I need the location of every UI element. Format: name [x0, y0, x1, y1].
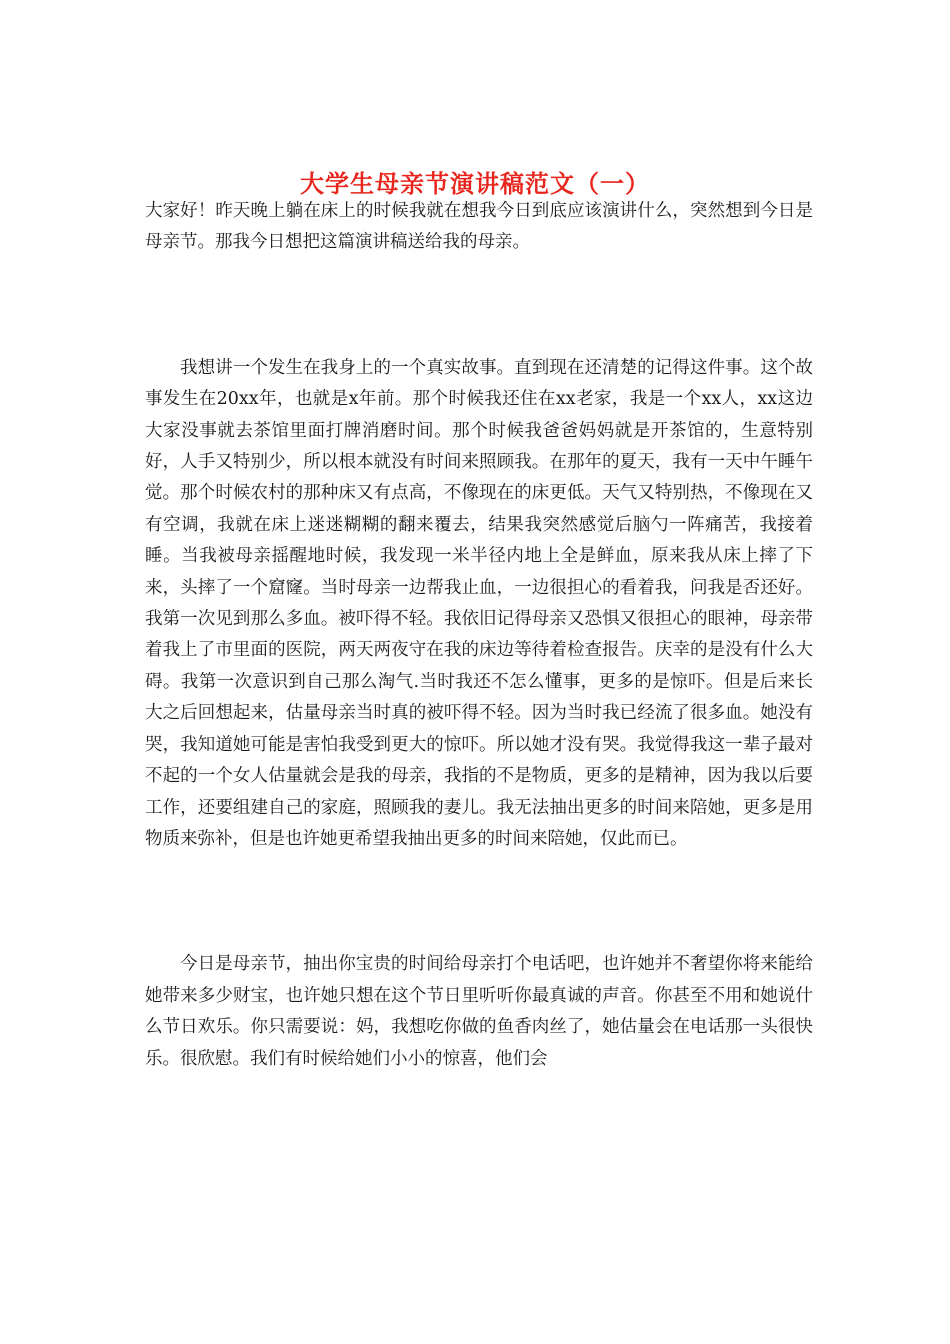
- paragraph-greeting: 大家好！昨天晚上躺在床上的时候我就在想我今日到底应该演讲什么，突然想到今日是母亲节。那我今日想把这篇演讲稿送给我的母亲。: [145, 201, 813, 253]
- paragraph-story: 我想讲一个发生在我身上的一个真实故事。直到现在还清楚的记得这件事。这个故事发生在20xx年，也就是x年前。那个时候我还住在xx老家，我是一个xx人，xx这边大家没事就去茶馆里面打牌消磨时间。那个时候我爸爸妈妈就是开茶馆的，生意特别好，人手又特别少，所以根本就没有时间来照顾我。在那年的夏天，我有一天中午睡午觉。那个时候农村的那种床又有点高，不像现在的床更低。天气又特别热，不像现在又有空调，我就在床上迷迷糊糊的翻来覆去，结果我突然感觉后脑勺一阵痛苦，我接着睡。当我被母亲摇醒地时候，我发现一米半径内地上全是鲜血，原来我从床上摔了下来，头摔了一个窟窿。当时母亲一边帮我止血，一边很担心的看着我，问我是否还好。我第一次见到那么多血。被吓得不轻。我依旧记得母亲又恐惧又很担心的眼神，母亲带着我上了市里面的医院，两天两夜守在我的床边等待着检查报告。庆幸的是没有什么大碍。我第一次意识到自己那么淘气.当时我还不怎么懂事，更多的是惊吓。但是后来长大之后回想起来，估量母亲当时真的被吓得不轻。因为当时我已经流了很多血。她没有哭，我知道她可能是害怕我受到更大的惊吓。所以她才没有哭。我觉得我这一辈子最对不起的一个女人估量就会是我的母亲，我指的不是物质，更多的是精神，因为我以后要工作，还要组建自己的家庭，照顾我的妻儿。我无法抽出更多的时间来陪她，更多是用物质来弥补，但是也许她更希望我抽出更多的时间来陪她，仅此而已。: [145, 357, 813, 849]
- document-title: 大学生母亲节演讲稿范文（一）: [300, 169, 650, 199]
- document-body: [145, 196, 813, 1075]
- paragraph-call-mother: 今日是母亲节，抽出你宝贵的时间给母亲打个电话吧，也许她并不奢望你将来能给她带来多少财宝，也许她只想在这个节日里听听你最真诚的声音。你甚至不用和她说什么节日欢乐。你只需要说：妈，我想吃你做的鱼香肉丝了，她估量会在电话那一头很快乐。很欣慰。我们有时候给她们小小的惊喜，他们会: [145, 954, 813, 1069]
- paragraph-spacer: [145, 855, 813, 949]
- paragraph-spacer: [145, 259, 813, 353]
